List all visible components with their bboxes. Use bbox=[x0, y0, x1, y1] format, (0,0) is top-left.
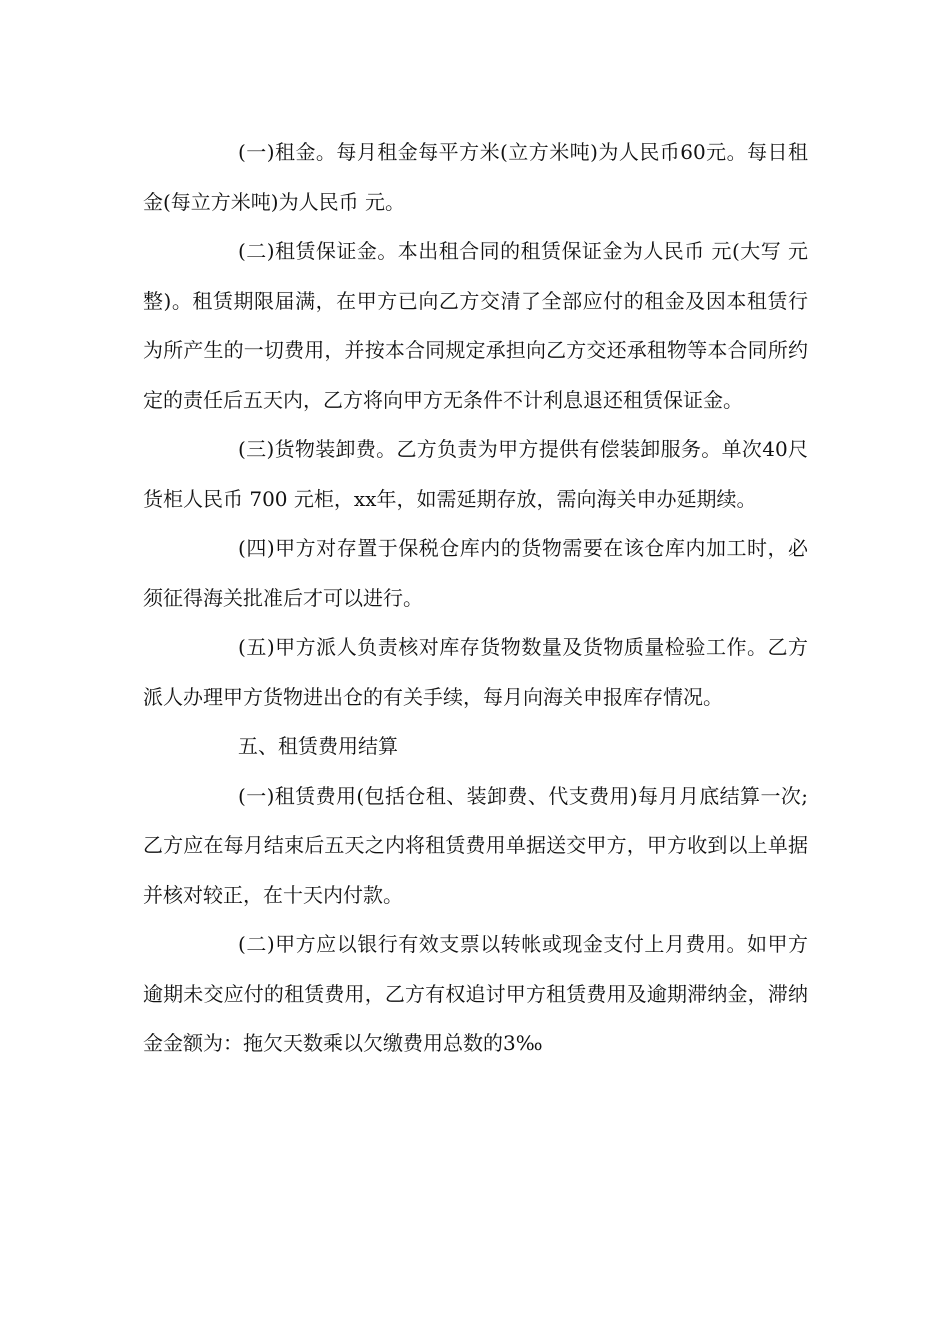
paragraph-payment-method: (二)甲方应以银行有效支票以转帐或现金支付上月费用。如甲方逾期未交应付的租赁费用，乙方有权追讨甲方租赁费用及逾期滞纳金，滞纳金金额为：拖欠天数乘以欠缴费用总数的3‰ bbox=[143, 932, 808, 1055]
paragraph-inspection: (五)甲方派人负责核对库存货物数量及货物质量检验工作。乙方派人办理甲方货物进出仓的有关手续，每月向海关申报库存情况。 bbox=[143, 635, 808, 709]
paragraph-handling-fee: (三)货物装卸费。乙方负责为甲方提供有偿装卸服务。单次40尺货柜人民币 700 元柜，xx年，如需延期存放，需向海关申办延期续。 bbox=[143, 437, 808, 511]
section-heading-settlement: 五、租赁费用结算 bbox=[238, 734, 398, 758]
document-body bbox=[143, 128, 808, 1069]
paragraph-deposit: (二)租赁保证金。本出租合同的租赁保证金为人民币 元(大写 元整)。租赁期限届满，在甲方已向乙方交清了全部应付的租金及因本租赁行为所产生的一切费用，并按本合同规定承担向乙方交还承租物等本合同所约定的责任后五天内，乙方将向甲方无条件不计利息退还租赁保证金。 bbox=[143, 239, 808, 412]
paragraph-processing: (四)甲方对存置于保税仓库内的货物需要在该仓库内加工时，必须征得海关批准后才可以进行。 bbox=[143, 536, 808, 610]
paragraph-monthly-settlement: (一)租赁费用(包括仓租、装卸费、代支费用)每月月底结算一次;乙方应在每月结束后五天之内将租赁费用单据送交甲方，甲方收到以上单据并核对较正，在十天内付款。 bbox=[143, 783, 808, 907]
paragraph-rent: (一)租金。每月租金每平方米(立方米吨)为人民币60元。每日租金(每立方米吨)为人民币 元。 bbox=[143, 140, 808, 214]
